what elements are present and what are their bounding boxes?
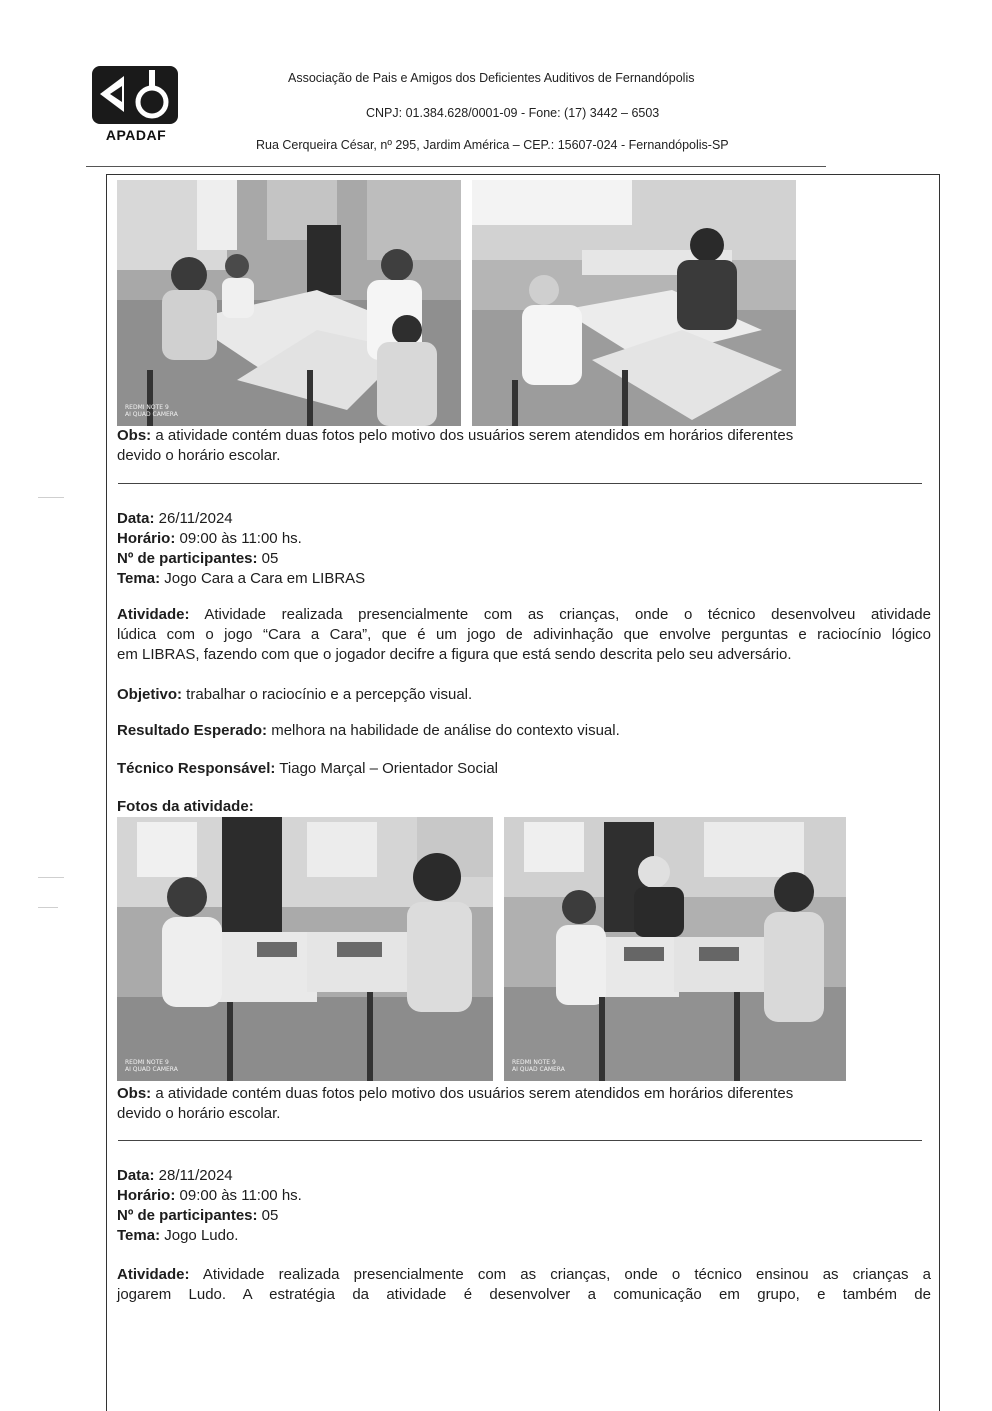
scan-mark [38, 907, 58, 908]
camera-stamp: REDMI NOTE 9 AI QUAD CAMERA [125, 1059, 178, 1073]
obs-label: Obs: [117, 427, 152, 444]
activity-photo-2 [472, 180, 796, 426]
activity-description-1: Atividade: Atividade realizada presencialmente com as crianças, onde o técnico desenvolveu atividade lúdica com o jogo “Cara a Cara”, que é um jogo de adivinhação que envolve perguntas e raciocínio lógico em LIBRAS, fazendo com que o jogador decifre a figura que está sendo descrita pelo seu adversário. [117, 606, 931, 663]
date-field: Data: 26/11/2024 [117, 510, 233, 527]
expected-result-1: Resultado Esperado: melhora na habilidade de análise do contexto visual. [117, 722, 620, 739]
participants-field: Nº de participantes: 05 [117, 1207, 279, 1224]
entry-2-fields [117, 1166, 302, 1246]
participants-field: Nº de participantes: 05 [117, 550, 279, 567]
observation-2 [117, 1084, 931, 1124]
obs-text-line-2: devido o horário escolar. [117, 447, 281, 464]
activity-photo-3 [117, 817, 493, 1081]
obs-text-line-1: a atividade contém duas fotos pelo motivo dos usuários serem atendidos em horários diferentes [151, 1085, 794, 1102]
time-field: Horário: 09:00 às 11:00 hs. [117, 530, 302, 547]
technician-1: Técnico Responsável: Tiago Marçal – Orientador Social [117, 760, 498, 777]
camera-stamp: REDMI NOTE 9 AI QUAD CAMERA [512, 1059, 565, 1073]
obs-text-line-2: devido o horário escolar. [117, 1105, 281, 1122]
address-line: Rua Cerqueira César, nº 295, Jardim América – CEP.: 15607-024 - Fernandópolis-SP [256, 138, 729, 152]
observation-1 [117, 426, 931, 466]
header-divider [86, 166, 826, 167]
camera-stamp: REDMI NOTE 9 AI QUAD CAMERA [125, 404, 178, 418]
scan-mark [38, 497, 64, 498]
org-name: Associação de Pais e Amigos dos Deficientes Auditivos de Fernandópolis [288, 71, 695, 85]
section-divider [118, 1140, 922, 1141]
theme-field: Tema: Jogo Ludo. [117, 1227, 239, 1244]
activity-photo-1 [117, 180, 461, 426]
date-field: Data: 28/11/2024 [117, 1167, 233, 1184]
activity-photo-4 [504, 817, 846, 1081]
theme-field: Tema: Jogo Cara a Cara em LIBRAS [117, 570, 366, 587]
obs-label: Obs: [117, 1085, 152, 1102]
section-divider [118, 483, 922, 484]
ear-logo-icon [90, 64, 182, 126]
objective-1: Objetivo: trabalhar o raciocínio e a percepção visual. [117, 686, 473, 703]
obs-text-line-1: a atividade contém duas fotos pelo motivo dos usuários serem atendidos em horários diferentes [151, 427, 794, 444]
apadaf-logo [90, 64, 182, 144]
scan-mark [38, 877, 64, 878]
entry-1-fields [117, 509, 365, 589]
cnpj-phone-line: CNPJ: 01.384.628/0001-09 - Fone: (17) 3442 – 6503 [366, 106, 660, 120]
activity-description-2: Atividade: Atividade realizada presencialmente com as crianças, onde o técnico ensinou as crianças a jogarem Ludo. A estratégia da atividade é desenvolver a comunicação em grupo, e também de [117, 1266, 931, 1303]
time-field: Horário: 09:00 às 11:00 hs. [117, 1187, 302, 1204]
logo-text: APADAF [105, 127, 167, 143]
photos-heading-1: Fotos da atividade: [117, 798, 254, 815]
